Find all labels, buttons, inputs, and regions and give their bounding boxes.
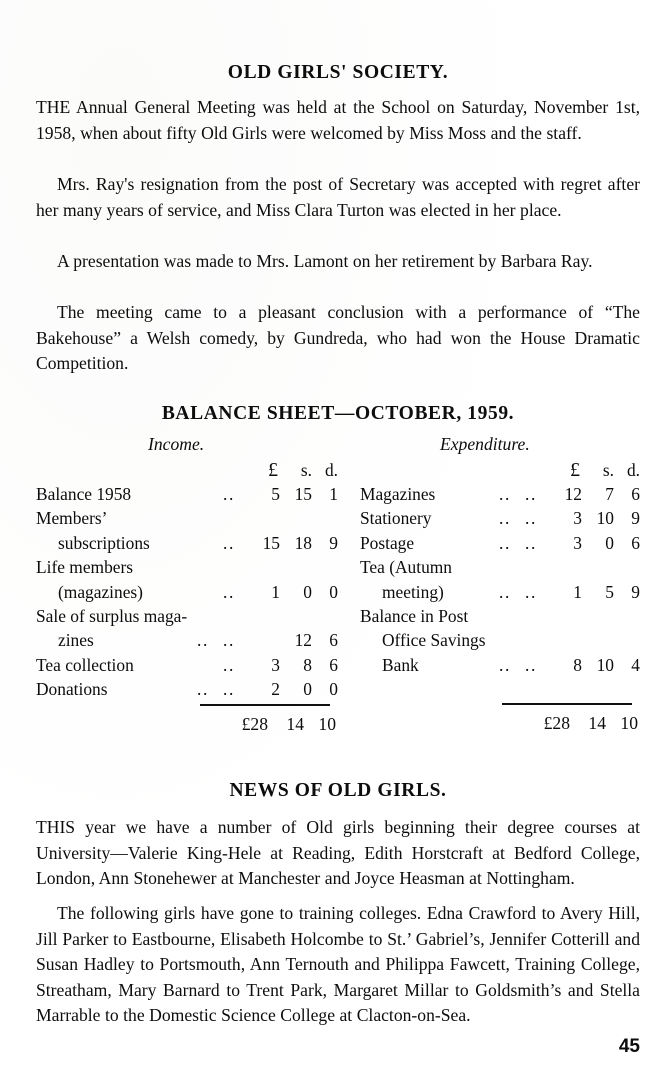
income-row-leader-1 [190,555,216,579]
income-row-shillings: 0 [303,679,312,700]
expenditure-row-leader-2 [518,555,544,579]
news-paragraph-1: THIS year we have a number of Old girls beginning their degree courses at University—Valerie King-Hele at Reading, Edith Horstcraft at Bedford College, London, Ann Stonehewer at Manchester and Joyce Heasman at Nottingham. [36,817,640,889]
expenditure-row-label: Stationery [360,508,432,529]
income-header-spacer-dots1 [190,458,216,482]
expenditure-row-pounds [544,604,582,628]
table-row [360,555,640,579]
income-total-shillings: 14 [286,713,304,734]
table-row [36,653,338,677]
expenditure-row-pence: 6 [631,484,640,504]
society-paragraph-4: The meeting came to a pleasant conclusion with a performance of “The Bakehouse” a Welsh comedy, by Gundreda, who had won the House Dramatic Competition. [36,302,640,374]
expenditure-row-label: Office Savings [382,630,486,651]
expenditure-row-label: Postage [360,532,415,553]
income-row-label: Balance 1958 [36,484,132,504]
income-row-leader-1 [190,604,216,628]
income-table [36,458,338,702]
expenditure-row-leader-1 [492,628,518,652]
expenditure-row-leader-2: .. [525,484,537,504]
expenditure-row-pence: 9 [631,508,640,529]
income-row-pounds: 2 [271,679,280,700]
income-row-label: (magazines) [58,581,143,602]
expenditure-row-pence: 9 [631,581,640,602]
society-paragraph-1: THE Annual General Meeting was held at the School on Saturday, November 1st, 1958, when about fifty Old Girls were welcomed by Miss Moss and the staff. [36,97,640,143]
income-row-label: Donations [36,679,108,700]
table-row [36,677,338,701]
expenditure-header-row [360,458,640,482]
expenditure-total-pounds: £28 [543,713,570,734]
income-row-leader-1 [190,506,216,530]
expenditure-row-leader-1: .. [499,532,511,553]
income-row-pence [312,506,338,530]
income-row-leader-1 [190,482,216,506]
expenditure-row-label: Magazines [360,484,436,504]
income-row-leader-2: .. [223,581,235,602]
income-total-pounds: £28 [241,713,268,734]
expenditure-row-leader-1 [492,555,518,579]
income-row-pence: 0 [329,679,338,700]
society-paragraph-3: A presentation was made to Mrs. Lamont on her retirement by Barbara Ray. [57,251,593,271]
expenditure-row-shillings: 5 [605,581,614,602]
income-row-leader-1: .. [197,679,209,700]
table-row [360,531,640,555]
expenditure-row-pence [614,604,640,628]
income-total-rule [200,704,330,706]
old-girls-society-heading: OLD GIRLS' SOCIETY. [227,62,449,83]
expenditure-row-leader-2 [518,604,544,628]
expenditure-row-pounds: 3 [573,508,582,529]
balance-sheet [36,432,640,736]
income-row-label: subscriptions [58,532,150,553]
income-row-label: Tea collection [36,654,134,675]
expenditure-row-leader-2 [518,628,544,652]
income-header-pounds: £ [268,459,278,481]
income-total-row [206,712,336,737]
table-row [36,628,338,652]
expenditure-row-leader-2: .. [525,581,537,602]
expenditure-row-pounds: 1 [573,581,582,602]
income-row-shillings [280,506,312,530]
income-row-shillings: 18 [294,532,312,553]
income-row-pence: 6 [329,630,338,651]
expenditure-row-shillings [582,628,614,652]
income-total-rule-holder [36,704,338,737]
income-row-shillings [280,555,312,579]
table-row [360,628,640,652]
income-header-shillings: s. [300,460,312,480]
income-row-label: Sale of surplus maga- [36,606,188,627]
society-paragraph-2: Mrs. Ray's resignation from the post of Secretary was accepted with regret after her many years of service, and Miss Clara Turton was elected in her place. [36,174,640,220]
expenditure-row-shillings [582,604,614,628]
income-row-leader-2: .. [223,484,235,504]
income-row-pence: 6 [329,654,338,675]
income-row-shillings: 15 [294,484,312,504]
income-row-pounds [242,604,280,628]
news-of-old-girls-heading: NEWS OF OLD GIRLS. [229,780,447,801]
table-row [36,604,338,628]
income-row-pence [312,555,338,579]
expenditure-row-label: Tea (Autumn [360,557,452,578]
income-row-pounds [242,628,280,652]
income-header-row [36,458,338,482]
income-row-pounds [242,555,280,579]
income-row-leader-2: .. [223,654,235,675]
expenditure-header-pence: d. [626,460,640,480]
table-row [36,580,338,604]
expenditure-caption: Expenditure. [440,434,530,454]
expenditure-row-label: meeting) [382,581,444,602]
table-row [36,555,338,579]
income-row-leader-2: .. [223,630,235,651]
expenditure-header-spacer-dots1 [492,458,518,482]
income-header-spacer [36,458,190,482]
expenditure-row-leader-1: .. [499,581,511,602]
expenditure-row-shillings: 0 [605,532,614,553]
expenditure-total-rule [502,703,632,705]
expenditure-column [338,432,640,736]
income-row-pence: 1 [329,484,338,504]
expenditure-table [360,458,640,677]
table-row [360,482,640,506]
expenditure-row-pounds: 8 [573,654,582,675]
expenditure-row-leader-2: .. [525,654,537,675]
page-number: 45 [618,1036,640,1057]
expenditure-row-leader-2: .. [525,532,537,553]
expenditure-row-pence [614,555,640,579]
income-row-label: Life members [36,557,134,578]
income-row-leader-2 [216,506,242,530]
income-row-leader-2: .. [223,532,235,553]
income-header-spacer-dots2 [216,458,242,482]
expenditure-row-pounds: 3 [573,532,582,553]
income-row-pounds: 3 [271,654,280,675]
income-row-shillings: 12 [294,630,312,651]
income-row-pounds [242,506,280,530]
income-row-label: zines [58,630,94,651]
income-row-leader-1 [190,653,216,677]
income-caption: Income. [148,434,205,454]
income-row-leader-1: .. [197,630,209,651]
expenditure-row-shillings: 7 [605,484,614,504]
expenditure-table-body [360,458,640,677]
expenditure-row-label: Balance in Post [360,606,469,627]
income-row-label: Members’ [36,508,108,529]
news-paragraph-2: The following girls have gone to training colleges. Edna Crawford to Avery Hill, Jill Parker to Eastbourne, Elisabeth Holcombe to St.’ Gabriel’s, Jennifer Cotterill and Susan Hadley to Portsmouth, Ann Ternouth and Philippa Fawcett, Training College, Streatham, Mary Barnard to Trent Park, Margaret Millar to Goldsmith’s and Stella Marrable to the Domestic Science College at Clacton-on-Sea. [36,903,640,1026]
expenditure-row-leader-1 [492,604,518,628]
income-row-pence: 9 [329,532,338,553]
expenditure-row-leader-1: .. [499,484,511,504]
income-row-leader-1 [190,531,216,555]
expenditure-header-spacer-dots2 [518,458,544,482]
expenditure-row-pence [614,628,640,652]
expenditure-total-pence: 10 [620,713,638,734]
expenditure-row-shillings: 10 [596,654,614,675]
table-row [36,506,338,530]
expenditure-row-leader-1: .. [499,508,511,529]
income-row-pounds: 1 [271,581,280,602]
balance-sheet-heading: BALANCE SHEET—OCTOBER, 1959. [161,403,515,424]
income-column [36,432,338,736]
income-table-body [36,458,338,702]
table-row [36,531,338,555]
expenditure-row-pounds [544,555,582,579]
expenditure-header-spacer [360,458,492,482]
expenditure-row-shillings: 10 [596,508,614,529]
expenditure-row-pounds [544,628,582,652]
expenditure-row-pounds: 12 [564,484,582,504]
table-row [360,506,640,530]
income-row-pounds: 5 [271,484,280,504]
income-row-pence: 0 [329,581,338,602]
expenditure-total-row [508,711,638,736]
expenditure-row-pence: 6 [631,532,640,553]
table-row [360,580,640,604]
income-row-leader-2 [216,604,242,628]
income-row-shillings: 8 [303,654,312,675]
expenditure-total-shillings: 14 [588,713,606,734]
income-row-shillings [280,604,312,628]
income-row-pounds: 15 [262,532,280,553]
income-row-leader-2: .. [223,679,235,700]
expenditure-header-pounds: £ [570,459,580,481]
expenditure-header-shillings: s. [602,460,614,480]
expenditure-row-shillings [582,555,614,579]
expenditure-total-rule-holder [360,703,640,736]
income-row-leader-2 [216,555,242,579]
expenditure-row-pence: 4 [631,654,640,675]
expenditure-row-leader-2: .. [525,508,537,529]
income-total-pence: 10 [318,713,336,734]
expenditure-row-leader-1: .. [499,654,511,675]
income-row-shillings: 0 [303,581,312,602]
table-row [360,653,640,677]
page-content [36,0,640,1080]
income-row-pence [312,604,338,628]
expenditure-row-label: Bank [382,654,419,675]
income-row-leader-1 [190,580,216,604]
income-header-pence: d. [324,460,338,480]
table-row [36,482,338,506]
table-row [360,604,640,628]
